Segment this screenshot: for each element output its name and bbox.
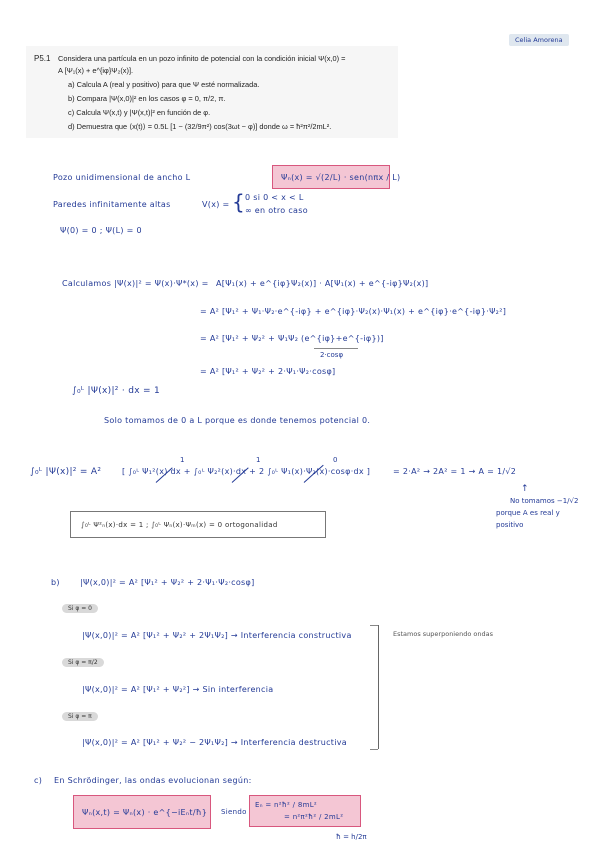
- limits-note: Solo tomamos de 0 a L porque es donde tenemos potencial 0.: [104, 416, 371, 425]
- siendo-label: Siendo: [221, 808, 247, 816]
- potential-brace: {: [232, 190, 246, 214]
- part-b-label: b): [51, 578, 60, 587]
- calc-line-2: = A² [Ψ₁² + Ψ₁·Ψ₂·e^{-iφ} + e^{iφ}·Ψ₂(x)·Ψ₁(x) + e^{iφ}·e^{-iφ}·Ψ₂²]: [200, 307, 507, 316]
- superposition-note: Estamos superponiendo ondas: [393, 630, 493, 638]
- psi-n-formula: Ψₙ(x) = √(2/L) · sen(nπx / L): [281, 173, 401, 182]
- big-eq-start: ∫₀ᴸ |Ψ(x)|² = A²: [30, 467, 102, 477]
- time-evolution-formula: Ψₙ(x,t) = Ψₙ(x) · e^{−iEₙt/ħ}: [82, 808, 208, 817]
- root-note-2: porque A es real y: [496, 509, 560, 517]
- potential-def: V(x) =: [202, 200, 230, 209]
- problem-item-a: a) Calcula A (real y positivo) para que Ψ esté normalizada.: [68, 80, 260, 89]
- root-note-1: No tomamos −1/√2: [510, 497, 579, 505]
- calc-intro: Calculamos |Ψ(x)|² = Ψ(x)·Ψ*(x) =: [62, 279, 209, 288]
- author-tag: Celia Amorena: [509, 34, 569, 46]
- problem-item-c: c) Calcula Ψ(x,t) y |Ψ(x,t)|² en función de φ.: [68, 108, 211, 117]
- case-chip-phi-pi-half: Si φ = π/2: [62, 658, 104, 667]
- cancel-value-3: 0: [333, 456, 338, 464]
- psi-n-formula-box: [272, 165, 401, 189]
- cases-bracket-bottom: [370, 749, 378, 750]
- problem-statement: [26, 46, 398, 138]
- big-eq-end: = 2·A² → 2A² = 1 → A = 1/√2: [393, 467, 517, 476]
- part-c-label: c): [34, 776, 43, 785]
- problem-statement-line-2: A [Ψ₁(x) + e^{iφ}Ψ₂(x)].: [58, 66, 134, 75]
- orthogonality-box: [70, 511, 326, 538]
- cases-bracket-top: [370, 625, 378, 626]
- calc-line-3: = A² [Ψ₁² + Ψ₂² + Ψ₁Ψ₂ (e^{iφ}+e^{-iφ})]: [200, 334, 384, 343]
- energy-formula-1: Eₙ = n²ħ² / 8mL²: [255, 801, 318, 809]
- time-evolution-box: [73, 795, 211, 829]
- case-eq-phi-pi: |Ψ(x,0)|² = A² [Ψ₁² + Ψ₂² − 2Ψ₁Ψ₂] → Interferencia destructiva: [82, 738, 347, 747]
- orthogonality-text: ∫₀ᴸ Ψ²ₙ(x)·dx = 1 ; ∫₀ᴸ Ψₙ(x)·Ψₘ(x) = 0 ortogonalidad: [81, 521, 278, 529]
- up-arrow: ↑: [521, 484, 529, 494]
- paredes-label: Paredes infinitamente altas: [53, 200, 171, 209]
- energy-formula-2: = n²π²ħ² / 2mL²: [284, 813, 344, 821]
- problem-statement-line-1: Considera una partícula en un pozo infinito de potencial con la condición inicial Ψ(x,0) =: [58, 54, 346, 63]
- case-eq-phi-pi-half: |Ψ(x,0)|² = A² [Ψ₁² + Ψ₂²] → Sin interferencia: [82, 685, 274, 694]
- energy-box: [249, 795, 361, 827]
- problem-item-b: b) Compara |Ψ(x,0)|² en los casos φ = 0, π/2, π.: [68, 94, 226, 103]
- case-eq-phi-0: |Ψ(x,0)|² = A² [Ψ₁² + Ψ₂² + 2Ψ₁Ψ₂] → Interferencia constructiva: [82, 631, 352, 640]
- pozo-label: Pozo unidimensional de ancho L: [53, 173, 191, 182]
- calc-line-1: A[Ψ₁(x) + e^{iφ}Ψ₂(x)] · A[Ψ₁(x) + e^{-iφ}Ψ₂(x)]: [216, 279, 429, 288]
- root-note-3: positivo: [496, 521, 524, 529]
- case-chip-phi-pi: Si φ = π: [62, 712, 98, 721]
- part-b-general: |Ψ(x,0)|² = A² [Ψ₁² + Ψ₂² + 2·Ψ₁·Ψ₂·cosφ]: [80, 578, 255, 587]
- cases-bracket: [378, 625, 379, 749]
- calc-line-4: = A² [Ψ₁² + Ψ₂² + 2·Ψ₁·Ψ₂·cosφ]: [200, 367, 336, 376]
- cos-underline: [314, 348, 358, 349]
- part-c-intro: En Schrödinger, las ondas evolucionan según:: [54, 776, 252, 785]
- potential-case-2: ∞ en otro caso: [245, 206, 308, 215]
- normalization-integral: ∫₀ᴸ |Ψ(x)|² · dx = 1: [72, 386, 161, 396]
- problem-item-d: d) Demuestra que ⟨x(t)⟩ = 0.5L [1 − (32/9π²) cos(3ωt − φ)] donde ω = ħ²π²/2mL².: [68, 122, 332, 131]
- boundary-conditions: Ψ(0) = 0 ; Ψ(L) = 0: [60, 226, 142, 235]
- problem-number: P5.1: [34, 54, 51, 63]
- hbar-note: ħ = h/2π: [336, 833, 367, 841]
- calc-line-3-note: 2·cosφ: [320, 351, 344, 359]
- big-eq-bracket: [ ∫₀ᴸ Ψ₁²(x)·dx + ∫₀ᴸ Ψ₂²(x)·dx + 2 ∫₀ᴸ Ψ₁(x)·Ψ₂(x)·cosφ·dx ]: [122, 467, 371, 476]
- potential-case-1: 0 si 0 < x < L: [245, 193, 304, 202]
- cancel-value-1: 1: [180, 456, 185, 464]
- case-chip-phi-0: Si φ = 0: [62, 604, 98, 613]
- cancel-value-2: 1: [256, 456, 261, 464]
